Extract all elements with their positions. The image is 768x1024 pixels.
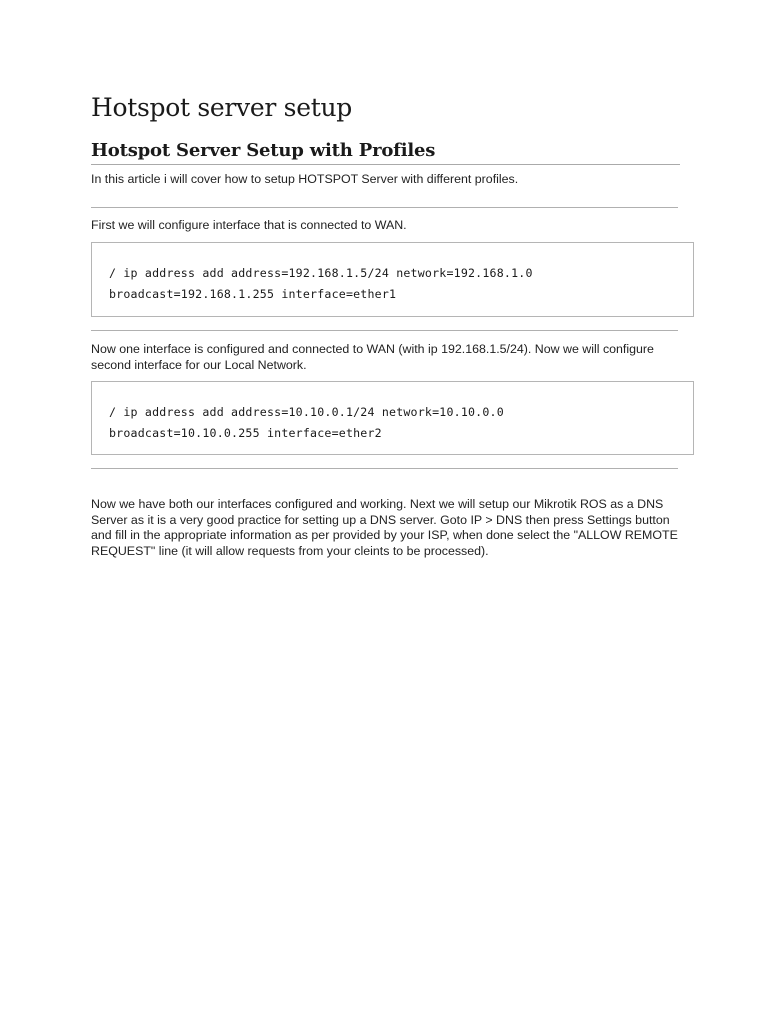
page-title: Hotspot server setup: [91, 93, 352, 122]
step2-paragraph: Now one interface is configured and connected to WAN (with ip 192.168.1.5/24). Now we will configure second interface for our Local Network.: [91, 342, 654, 372]
intro-paragraph: In this article i will cover how to setup HOTSPOT Server with different profiles.: [91, 172, 519, 186]
code-line: / ip address add address=10.10.0.1/24 network=10.10.0.0: [109, 405, 504, 419]
code-line: broadcast=10.10.0.255 interface=ether2: [109, 426, 382, 440]
section-heading: Hotspot Server Setup with Profiles: [91, 139, 680, 165]
step3-paragraph: Now we have both our interfaces configured and working. Next we will setup our Mikrotik ROS as a DNS Server as it is a very good practice for setting up a DNS server. Goto IP > DNS then press Settings button and fill in the appropriate information as per provided by your ISP, when done select the "ALLOW REMOTE REQUEST" line (it will allow requests from your cleints to be processed).: [91, 497, 678, 558]
code-block-wan: [91, 242, 694, 317]
code-line: / ip address add address=192.168.1.5/24 network=192.168.1.0: [109, 266, 533, 280]
divider: [91, 330, 678, 331]
code-line: broadcast=192.168.1.255 interface=ether1: [109, 287, 397, 301]
step1-paragraph: First we will configure interface that is connected to WAN.: [91, 218, 407, 232]
divider: [91, 207, 678, 208]
code-block-lan: [91, 381, 694, 455]
divider: [91, 468, 678, 469]
